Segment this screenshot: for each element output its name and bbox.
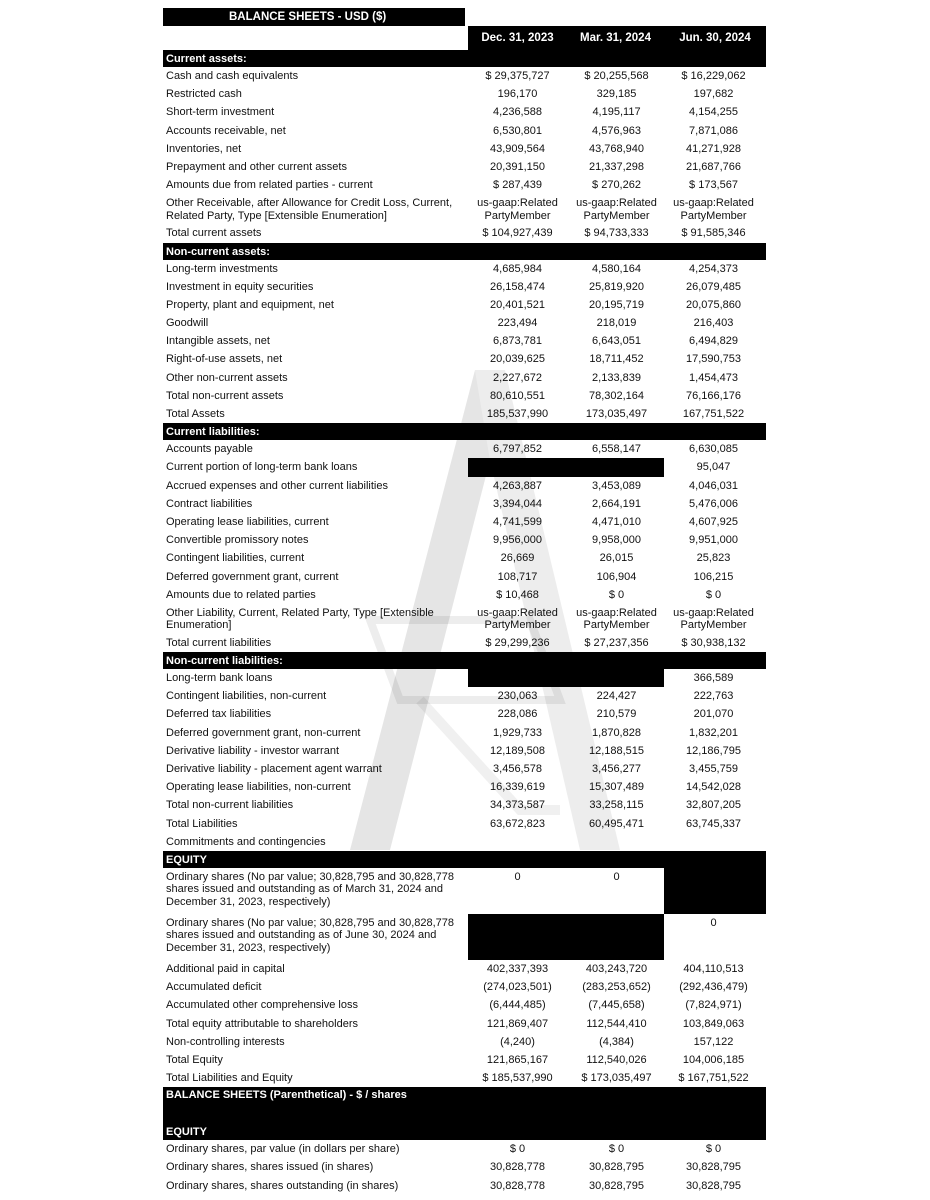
row-value: $ 185,537,990 xyxy=(482,1072,553,1085)
table-row xyxy=(163,1177,766,1195)
row-value: 104,006,185 xyxy=(682,1053,745,1066)
row-value: us-gaap:Related PartyMember xyxy=(673,606,754,632)
row-label: Total current assets xyxy=(166,227,262,240)
table-row xyxy=(163,669,766,687)
redaction-block xyxy=(468,458,664,476)
row-value: (292,436,479) xyxy=(679,981,748,994)
row-label: Derivative liability - investor warrant xyxy=(166,744,339,757)
row-label: Total non-current liabilities xyxy=(166,799,294,812)
table-row xyxy=(163,495,766,513)
row-label: Commitments and contingencies xyxy=(166,835,326,848)
row-value: 1,929,733 xyxy=(493,726,542,739)
row-value: us-gaap:Related PartyMember xyxy=(576,197,657,222)
row-value: 25,819,920 xyxy=(588,280,645,293)
row-value: 210,579 xyxy=(596,708,637,721)
table-row xyxy=(163,868,766,914)
row-value: $ 0 xyxy=(509,1143,526,1156)
section-header xyxy=(163,1123,766,1140)
row-label: Investment in equity securities xyxy=(166,280,314,293)
row-label: Total Liabilities xyxy=(166,817,238,830)
table-row xyxy=(163,796,766,814)
table-row xyxy=(163,760,766,778)
row-label: Total current liabilities xyxy=(166,636,272,649)
row-value: 167,751,522 xyxy=(682,408,745,420)
row-value: $ 20,255,568 xyxy=(584,70,649,82)
section-label: BALANCE SHEETS (Parenthetical) - $ / shares xyxy=(166,1089,407,1102)
row-label: Accounts payable xyxy=(166,443,253,456)
row-value: 197,682 xyxy=(693,88,734,101)
row-value: 201,070 xyxy=(693,708,734,721)
row-label: Operating lease liabilities, current xyxy=(166,515,329,528)
document-title: BALANCE SHEETS - USD ($) xyxy=(163,8,465,26)
section-header xyxy=(163,423,766,440)
row-value: 30,828,795 xyxy=(588,1179,645,1192)
row-value: $ 104,927,439 xyxy=(482,227,553,240)
section-label: Current liabilities: xyxy=(166,426,260,439)
row-value: 9,951,000 xyxy=(689,534,738,547)
row-value: 366,589 xyxy=(693,672,734,685)
table-row xyxy=(163,194,766,224)
row-label: Long-term bank loans xyxy=(166,672,273,685)
table-row xyxy=(163,477,766,495)
row-value: $ 173,035,497 xyxy=(581,1072,652,1085)
row-value: (7,824,971) xyxy=(685,999,742,1012)
row-label: Total non-current assets xyxy=(166,389,284,402)
row-value: 26,079,485 xyxy=(685,280,742,293)
row-value: (4,384) xyxy=(599,1035,634,1048)
row-value: 6,558,147 xyxy=(592,443,641,456)
row-value: 106,215 xyxy=(693,570,734,583)
balance-sheet-table xyxy=(163,50,766,1195)
row-value: (274,023,501) xyxy=(483,981,552,994)
row-label: Right-of-use assets, net xyxy=(166,353,283,366)
redaction-block xyxy=(664,868,766,914)
row-value: 0 xyxy=(710,916,717,929)
row-value: 1,454,473 xyxy=(689,371,738,384)
redaction-block xyxy=(468,914,664,960)
table-row xyxy=(163,1140,766,1158)
row-value: 403,243,720 xyxy=(585,962,648,975)
row-value: 103,849,063 xyxy=(682,1017,745,1030)
row-value: 30,828,795 xyxy=(588,1161,645,1174)
table-row xyxy=(163,687,766,705)
row-value: 4,607,925 xyxy=(689,515,738,528)
row-label: Ordinary shares (No par value; 30,828,795 and 30,828,778 shares issued and outstanding as of June 30, 2024 and December 31, 2023, respectively) xyxy=(166,916,455,954)
table-row xyxy=(163,440,766,458)
row-label: Total Assets xyxy=(166,408,225,420)
row-label: Accumulated other comprehensive loss xyxy=(166,999,358,1012)
row-value: 4,471,010 xyxy=(592,515,641,528)
row-value: 63,672,823 xyxy=(489,817,546,830)
row-value: 20,195,719 xyxy=(588,298,645,311)
table-row xyxy=(163,978,766,996)
row-value: 230,063 xyxy=(497,690,538,703)
row-value: $ 0 xyxy=(705,1143,722,1156)
row-value: 121,869,407 xyxy=(486,1017,549,1030)
row-value: 78,302,164 xyxy=(588,389,645,402)
row-value: 14,542,028 xyxy=(685,781,742,794)
table-row xyxy=(163,1069,766,1087)
table-row xyxy=(163,332,766,350)
table-row xyxy=(163,996,766,1014)
row-value: 228,086 xyxy=(497,708,538,721)
row-label: Convertible promissory notes xyxy=(166,534,309,547)
section-header xyxy=(163,243,766,260)
row-value: 216,403 xyxy=(693,317,734,330)
table-row xyxy=(163,705,766,723)
row-value: 9,956,000 xyxy=(493,534,542,547)
table-row xyxy=(163,1015,766,1033)
row-value: 7,871,086 xyxy=(689,124,738,137)
row-value: us-gaap:Related PartyMember xyxy=(477,197,558,222)
row-value: $ 287,439 xyxy=(493,179,542,192)
row-value: 30,828,795 xyxy=(685,1161,742,1174)
table-row xyxy=(163,176,766,194)
row-value: $ 0 xyxy=(705,588,722,601)
row-value: 402,337,393 xyxy=(486,962,549,975)
row-value: $ 173,567 xyxy=(689,179,738,192)
row-label: Inventories, net xyxy=(166,142,242,155)
row-value: 404,110,513 xyxy=(683,962,744,975)
row-value: $ 29,299,236 xyxy=(485,636,550,649)
table-row xyxy=(163,742,766,760)
row-label: Other Liability, Current, Related Party, Type [Extensible Enumeration] xyxy=(166,606,434,632)
section-label: Current assets: xyxy=(166,53,247,65)
table-row xyxy=(163,67,766,85)
table-row xyxy=(163,350,766,368)
table-row xyxy=(163,549,766,567)
row-label: Total Liabilities and Equity xyxy=(166,1072,293,1085)
row-value: 185,537,990 xyxy=(486,408,549,420)
row-value: 112,540,026 xyxy=(586,1053,647,1066)
row-value: $ 10,468 xyxy=(496,588,539,601)
parenthetical-title xyxy=(163,1087,766,1123)
table-row xyxy=(163,513,766,531)
row-value: 0 xyxy=(613,870,620,883)
table-row xyxy=(163,604,766,634)
row-value: $ 0 xyxy=(608,1143,625,1156)
row-value: 4,580,164 xyxy=(592,262,641,275)
row-value: 2,664,191 xyxy=(592,497,641,510)
row-value: 218,019 xyxy=(596,317,637,330)
row-value: 80,610,551 xyxy=(489,389,546,402)
row-value: 30,828,778 xyxy=(489,1161,546,1174)
row-value: 4,236,588 xyxy=(493,106,542,119)
row-value: (7,445,658) xyxy=(588,999,645,1012)
row-label: Deferred government grant, current xyxy=(166,570,339,583)
row-value: 6,873,781 xyxy=(493,335,542,348)
row-label: Deferred tax liabilities xyxy=(166,708,272,721)
row-value: 41,271,928 xyxy=(685,142,742,155)
row-value: 20,039,625 xyxy=(489,353,546,366)
row-value: $ 94,733,333 xyxy=(584,227,649,240)
row-value: 106,904 xyxy=(596,570,637,583)
redaction-block xyxy=(468,669,664,687)
row-label: Contingent liabilities, current xyxy=(166,552,305,565)
table-row xyxy=(163,122,766,140)
table-row xyxy=(163,724,766,742)
row-label: Intangible assets, net xyxy=(166,335,270,348)
table-row xyxy=(163,369,766,387)
row-value: 30,828,778 xyxy=(489,1179,546,1192)
row-label: Deferred government grant, non-current xyxy=(166,726,361,739)
table-row xyxy=(163,224,766,242)
row-value: 6,797,852 xyxy=(493,443,542,456)
row-value: 3,456,277 xyxy=(592,763,641,775)
row-value: 157,122 xyxy=(693,1035,734,1048)
column-header-dec-2023: Dec. 31, 2023 xyxy=(468,26,567,50)
row-value: 3,394,044 xyxy=(493,497,542,510)
row-label: Other non-current assets xyxy=(166,371,288,384)
table-row xyxy=(163,960,766,978)
row-label: Ordinary shares, shares outstanding (in shares) xyxy=(166,1179,399,1192)
row-value: 4,685,984 xyxy=(493,262,542,275)
row-value: 12,186,795 xyxy=(685,744,742,757)
row-value: 196,170 xyxy=(497,88,538,101)
row-value: 108,717 xyxy=(497,570,538,583)
row-value: 63,745,337 xyxy=(685,817,742,830)
row-value: 173,035,497 xyxy=(585,408,648,420)
row-label: Current portion of long-term bank loans xyxy=(166,461,358,474)
row-value: us-gaap:Related PartyMember xyxy=(576,606,657,632)
row-label: Total Equity xyxy=(166,1053,223,1066)
row-label: Restricted cash xyxy=(166,88,242,101)
row-value: 16,339,619 xyxy=(489,781,546,794)
section-label: EQUITY xyxy=(166,853,207,866)
column-header-jun-2024: Jun. 30, 2024 xyxy=(664,26,766,50)
table-row xyxy=(163,278,766,296)
row-value: 20,401,521 xyxy=(489,298,546,311)
row-label: Amounts due to related parties xyxy=(166,588,316,601)
row-label: Accrued expenses and other current liabilities xyxy=(166,479,388,492)
row-value: 4,263,887 xyxy=(493,479,542,492)
row-value: $ 27,237,356 xyxy=(584,636,649,649)
table-row xyxy=(163,260,766,278)
row-value: 33,258,115 xyxy=(589,799,644,812)
row-value: $ 91,585,346 xyxy=(681,227,746,240)
row-label: Other Receivable, after Allowance for Credit Loss, Current, Related Party, Type [Extensible Enumeration] xyxy=(166,197,453,222)
row-value: 21,687,766 xyxy=(685,160,742,173)
row-label: Accumulated deficit xyxy=(166,981,262,994)
row-label: Prepayment and other current assets xyxy=(166,160,347,173)
row-label: Additional paid in capital xyxy=(166,962,285,975)
row-value: 26,015 xyxy=(599,552,634,565)
row-value: 20,075,860 xyxy=(685,298,742,311)
row-value: 112,544,410 xyxy=(586,1017,647,1030)
row-value: 95,047 xyxy=(696,461,731,474)
row-label: Operating lease liabilities, non-current xyxy=(166,781,351,794)
row-label: Goodwill xyxy=(166,317,209,330)
row-value: 4,741,599 xyxy=(493,515,542,528)
row-value: $ 270,262 xyxy=(592,179,641,192)
row-label: Long-term investments xyxy=(166,262,278,275)
row-value: 6,643,051 xyxy=(592,335,641,348)
row-label: Ordinary shares (No par value; 30,828,795 and 30,828,778 shares issued and outstanding as of March 31, 2024 and December 31, 2023, respectively) xyxy=(166,870,455,908)
row-value: 4,254,373 xyxy=(689,262,738,275)
row-value: (6,444,485) xyxy=(489,999,546,1012)
table-row xyxy=(163,634,766,652)
row-value: 26,158,474 xyxy=(489,280,546,293)
table-row xyxy=(163,778,766,796)
row-value: 4,154,255 xyxy=(689,106,738,119)
table-row xyxy=(163,1051,766,1069)
row-value: 20,391,150 xyxy=(489,160,546,173)
table-row xyxy=(163,1033,766,1051)
table-row xyxy=(163,531,766,549)
row-value: $ 167,751,522 xyxy=(678,1072,749,1085)
row-value: $ 29,375,727 xyxy=(485,70,550,82)
table-row xyxy=(163,140,766,158)
row-value: $ 30,938,132 xyxy=(681,636,746,649)
row-value: 25,823 xyxy=(696,552,731,565)
row-label: Ordinary shares, par value (in dollars per share) xyxy=(166,1143,400,1156)
row-value: 3,455,759 xyxy=(689,763,738,775)
row-label: Contingent liabilities, non-current xyxy=(166,690,327,703)
row-value: 9,958,000 xyxy=(592,534,641,547)
row-value: us-gaap:Related PartyMember xyxy=(673,197,754,222)
table-row xyxy=(163,314,766,332)
row-value: 76,166,176 xyxy=(685,389,742,402)
row-label: Contract liabilities xyxy=(166,497,253,510)
section-header xyxy=(163,851,766,868)
section-label: Non-current assets: xyxy=(166,245,270,258)
row-value: 6,494,829 xyxy=(689,335,738,348)
row-label: Non-controlling interests xyxy=(166,1035,285,1048)
table-row xyxy=(163,586,766,604)
table-row xyxy=(163,405,766,423)
row-value: 121,865,167 xyxy=(486,1053,549,1066)
row-value: 6,630,085 xyxy=(689,443,738,456)
column-header-mar-2024: Mar. 31, 2024 xyxy=(567,26,664,50)
row-value: 329,185 xyxy=(596,88,637,101)
row-value: 18,711,452 xyxy=(589,353,644,366)
row-value: 12,189,508 xyxy=(489,744,546,757)
row-value: 4,195,117 xyxy=(592,106,641,119)
row-value: 15,307,489 xyxy=(588,781,645,794)
row-value: 34,373,587 xyxy=(489,799,546,812)
table-row xyxy=(163,296,766,314)
table-row xyxy=(163,158,766,176)
row-value: (283,253,652) xyxy=(582,981,651,994)
row-label: Property, plant and equipment, net xyxy=(166,298,334,311)
row-value: 1,832,201 xyxy=(689,726,738,739)
row-value: 0 xyxy=(514,870,521,883)
row-value: $ 0 xyxy=(608,588,625,601)
row-value: 17,590,753 xyxy=(685,353,742,366)
row-value: 4,576,963 xyxy=(592,124,641,137)
row-value: (4,240) xyxy=(500,1035,535,1048)
row-value: 32,807,205 xyxy=(685,799,742,812)
row-value: 223,494 xyxy=(497,317,538,330)
row-label: Cash and cash equivalents xyxy=(166,70,299,82)
row-label: Total equity attributable to shareholders xyxy=(166,1017,359,1030)
row-value: 21,337,298 xyxy=(588,160,645,173)
row-value: us-gaap:Related PartyMember xyxy=(477,606,558,632)
table-row xyxy=(163,914,766,960)
table-row xyxy=(163,815,766,833)
table-row xyxy=(163,103,766,121)
row-value: 2,227,672 xyxy=(493,371,542,384)
row-value: 43,768,940 xyxy=(588,142,645,155)
section-label: Non-current liabilities: xyxy=(166,655,283,668)
row-value: 2,133,839 xyxy=(592,371,641,384)
row-label: Derivative liability - placement agent warrant xyxy=(166,763,382,775)
row-value: 222,763 xyxy=(693,690,734,703)
row-value: 12,188,515 xyxy=(588,744,645,757)
table-row xyxy=(163,85,766,103)
row-value: 26,669 xyxy=(500,552,535,565)
table-row xyxy=(163,568,766,586)
row-value: 1,870,828 xyxy=(592,726,641,739)
section-header xyxy=(163,652,766,669)
table-row xyxy=(163,387,766,405)
row-value: 60,495,471 xyxy=(588,817,645,830)
row-value: 224,427 xyxy=(596,690,637,703)
table-row xyxy=(163,833,766,851)
row-value: 6,530,801 xyxy=(493,124,542,137)
row-value: 43,909,564 xyxy=(489,142,546,155)
row-label: Short-term investment xyxy=(166,106,275,119)
row-label: Ordinary shares, shares issued (in shares) xyxy=(166,1161,374,1174)
row-value: 4,046,031 xyxy=(689,479,738,492)
section-header xyxy=(163,50,766,67)
row-value: 3,456,578 xyxy=(493,763,542,775)
table-row xyxy=(163,458,766,476)
row-value: 3,453,089 xyxy=(592,479,641,492)
row-value: $ 16,229,062 xyxy=(681,70,746,82)
table-row xyxy=(163,1158,766,1176)
row-label: Amounts due from related parties - current xyxy=(166,179,373,192)
row-value: 30,828,795 xyxy=(685,1179,742,1192)
row-value: 5,476,006 xyxy=(689,497,738,510)
section-label: EQUITY xyxy=(166,1126,207,1139)
row-label: Accounts receivable, net xyxy=(166,124,286,137)
